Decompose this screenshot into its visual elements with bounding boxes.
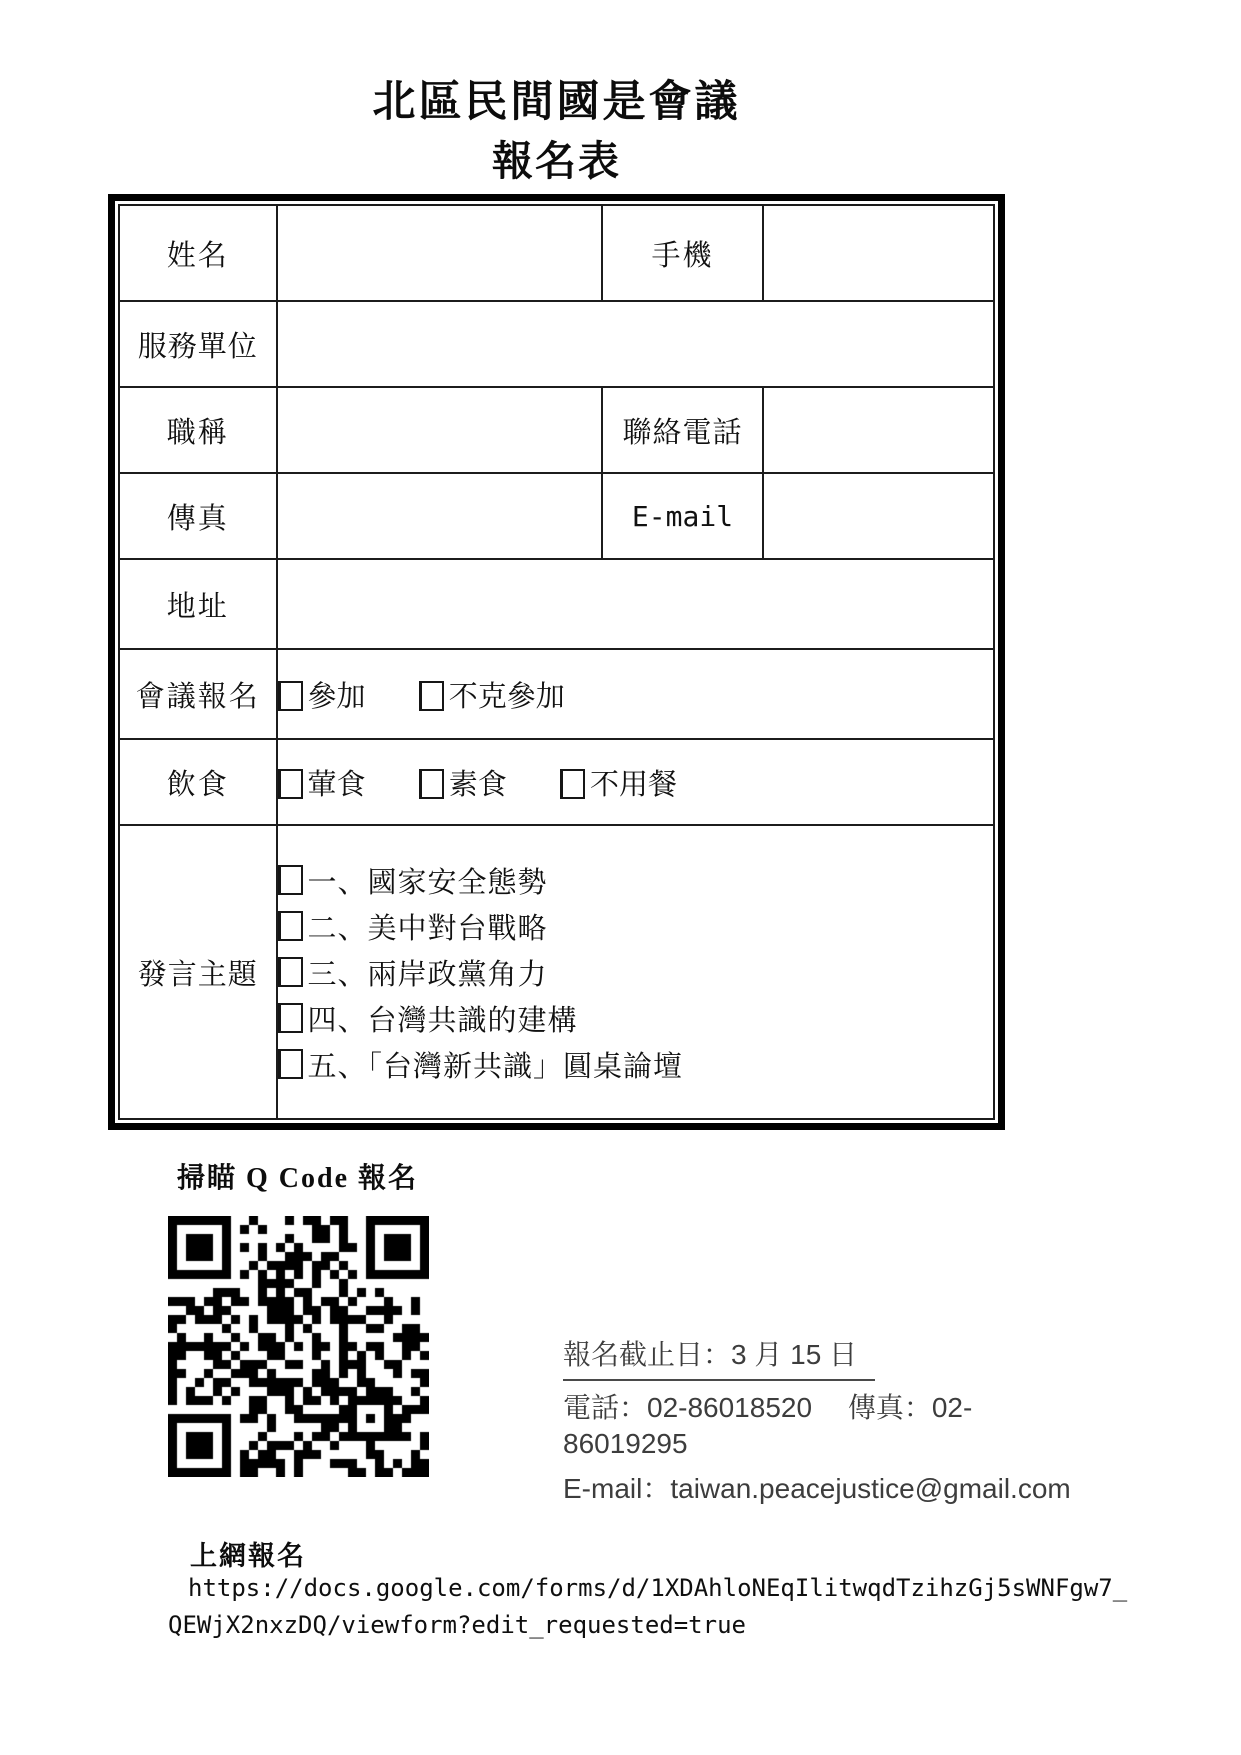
option-no-meal: [560, 762, 677, 803]
table-row: [119, 301, 994, 387]
option-not-attend: [419, 674, 565, 715]
deadline-text: 報名截止日：3 月 15 日: [563, 1338, 875, 1381]
address-label: 地址: [119, 559, 277, 649]
fax-label: 傳真: [119, 473, 277, 559]
fax-field[interactable]: [277, 473, 603, 559]
email-field[interactable]: [763, 473, 994, 559]
table-row: [119, 649, 994, 739]
table-row: [119, 205, 994, 301]
topic-option-2-label: 二、美中對台戰略: [307, 912, 548, 945]
topic-option-3: [278, 949, 994, 995]
registration-table: [108, 194, 1005, 1130]
organization-field[interactable]: [277, 301, 995, 387]
organization-label: 服務單位: [119, 301, 277, 387]
contact-phone-label: 聯絡電話: [602, 387, 763, 473]
qr-section-heading: 掃瞄 Q Code 報名: [177, 1163, 419, 1194]
contact-phone-field[interactable]: [763, 387, 994, 473]
registration-url: [168, 1570, 1168, 1644]
meal-label: 飲食: [119, 739, 277, 825]
name-field[interactable]: [277, 205, 603, 301]
option-vegetarian: [419, 762, 507, 803]
email-label: E-mail: [602, 473, 763, 559]
page-title: [108, 72, 1005, 188]
topic-option-4: [278, 995, 994, 1041]
checkbox-topic-1[interactable]: [278, 865, 303, 895]
address-field[interactable]: [277, 559, 995, 649]
topic-option-4-label: 四、台灣共識的建構: [307, 1004, 578, 1037]
registration-url-line2[interactable]: QEWjX2nxzDQ/viewform?edit_requested=true: [168, 1611, 746, 1639]
topic-option-5: [278, 1041, 994, 1087]
table-row: [119, 387, 994, 473]
option-meat: [278, 762, 366, 803]
topic-option-1: [278, 857, 994, 903]
option-no-meal-label: 不用餐: [590, 768, 678, 801]
phone-fax-text: 電話：02-86018520 傳真：02-86019295: [563, 1392, 973, 1459]
topic-label: 發言主題: [119, 825, 277, 1119]
meeting-label: 會議報名: [119, 649, 277, 739]
option-vegetarian-label: 素食: [448, 768, 507, 801]
topic-option-1-label: 一、國家安全態勢: [307, 866, 548, 899]
option-attend-label: 參加: [307, 680, 366, 713]
table-row: [119, 559, 994, 649]
mobile-label: 手機: [602, 205, 763, 301]
topic-option-3-label: 三、兩岸政黨角力: [307, 958, 548, 991]
online-registration-heading: 上網報名: [190, 1541, 306, 1571]
job-title-field[interactable]: [277, 387, 603, 473]
checkbox-topic-5[interactable]: [278, 1049, 303, 1079]
checkbox-attend[interactable]: [278, 681, 303, 711]
job-title-label: 職稱: [119, 387, 277, 473]
option-attend: [278, 674, 366, 715]
registration-url-line1[interactable]: https://docs.google.com/forms/d/1XDAhloNEqIlitwqdTzihzGj5sWNFgw7_: [188, 1574, 1128, 1602]
checkbox-meat[interactable]: [278, 769, 303, 799]
checkbox-topic-4[interactable]: [278, 1003, 303, 1033]
meal-options-cell: [277, 739, 995, 825]
option-not-attend-label: 不克參加: [448, 680, 565, 713]
checkbox-topic-3[interactable]: [278, 957, 303, 987]
table-row: [119, 739, 994, 825]
table-row: [119, 473, 994, 559]
topic-option-5-label: 五、「台灣新共識」圓桌論壇: [307, 1050, 684, 1083]
contact-info-block: [563, 1338, 1083, 1507]
name-label: 姓名: [119, 205, 277, 301]
meeting-options-cell: [277, 649, 995, 739]
checkbox-vegetarian[interactable]: [419, 769, 444, 799]
table-row: [119, 825, 994, 1119]
checkbox-no-meal[interactable]: [560, 769, 585, 799]
topic-option-2: [278, 903, 994, 949]
form-subtitle: 報名表: [492, 138, 621, 184]
contact-email-text: E-mail：taiwan.peacejustice@gmail.com: [563, 1473, 1071, 1504]
option-meat-label: 葷食: [307, 768, 366, 801]
checkbox-not-attend[interactable]: [419, 681, 444, 711]
qr-code-image: [168, 1216, 429, 1477]
conference-title: 北區民間國是會議: [372, 79, 741, 126]
topic-options-cell: [277, 825, 995, 1119]
checkbox-topic-2[interactable]: [278, 911, 303, 941]
mobile-field[interactable]: [763, 205, 994, 301]
